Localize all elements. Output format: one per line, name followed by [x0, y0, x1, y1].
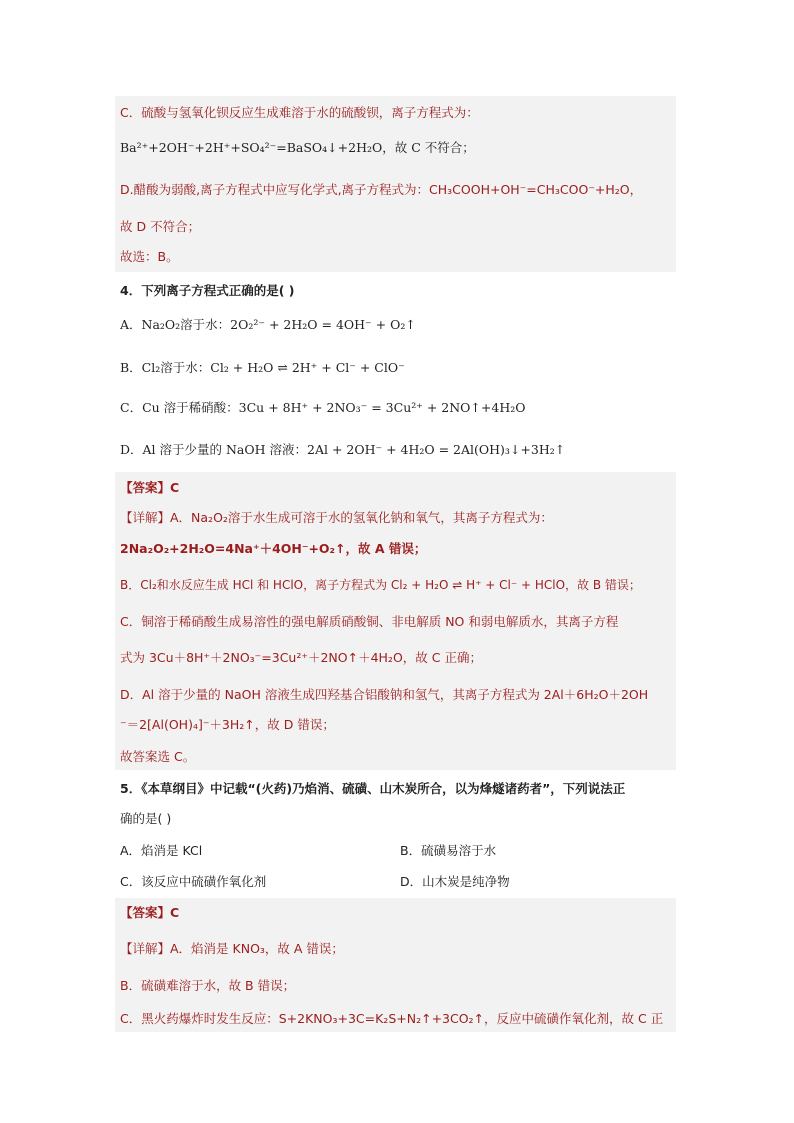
q3-option-d-end: 故 D 不符合；: [120, 219, 201, 234]
q5-option-c: C．该反应中硫磺作氧化剂: [120, 874, 267, 889]
q4-option-b: B．Cl₂溶于水：Cl₂ + H₂O ⇌ 2H⁺ + Cl⁻ + ClO⁻: [120, 360, 405, 375]
q4-option-d: D．Al 溶于少量的 NaOH 溶液：2Al + 2OH⁻ + 4H₂O = 2Al(OH)₃↓+3H₂↑: [120, 442, 566, 457]
q5-stem-line-1: 5．《本草纲目》中记载“(火药)乃焰消、硫磺、山木炭所合，以为烽燧诸药者”，下列说法正: [120, 781, 626, 796]
q3-choose: 故选：B。: [120, 249, 179, 264]
q5-option-d: D．山木炭是纯净物: [400, 874, 510, 889]
q5-stem-line-2: 确的是( ): [120, 811, 172, 826]
q5-explanation-2: B．硫磺难溶于水，故 B 错误；: [120, 978, 296, 993]
q4-explanation-6: D．Al 溶于少量的 NaOH 溶液生成四羟基合铝酸钠和氢气，其离子方程式为 2Al＋6H₂O＋2OH: [120, 687, 649, 702]
q4-option-c: C．Cu 溶于稀硝酸：3Cu + 8H⁺ + 2NO₃⁻ = 3Cu²⁺ + 2NO↑+4H₂O: [120, 400, 526, 415]
q4-explanation-1: 【详解】A．Na₂O₂溶于水生成可溶于水的氢氧化钠和氧气，其离子方程式为：: [120, 510, 553, 525]
q4-explanation-5: 式为 3Cu＋8H⁺＋2NO₃⁻=3Cu²⁺＋2NO↑＋4H₂O，故 C 正确；: [120, 650, 482, 665]
q5-explanation-3: C．黑火药爆炸时发生反应：S+2KNO₃+3C=K₂S+N₂↑+3CO₂↑，反应中硫磺作氧化剂，故 C 正: [120, 1011, 664, 1026]
q5-option-b: B．硫磺易溶于水: [400, 843, 497, 858]
q4-stem: 4．下列离子方程式正确的是( ): [120, 283, 295, 298]
q4-answer: 【答案】C: [120, 480, 180, 495]
q5-explanation-1: 【详解】A．焰消是 KNO₃，故 A 错误；: [120, 941, 344, 956]
q4-explanation-2: 2Na₂O₂+2H₂O=4Na⁺＋4OH⁻+O₂↑，故 A 错误；: [120, 541, 427, 556]
q3-option-c-text: C．硫酸与氢氧化钡反应生成难溶于水的硫酸钡，离子方程式为：: [120, 105, 479, 120]
q4-choose: 故答案选 C。: [120, 749, 196, 764]
q4-explanation-3: B．Cl₂和水反应生成 HCl 和 HClO，离子方程式为 Cl₂ + H₂O ⇌ H⁺ + Cl⁻ + HClO，故 B 错误；: [120, 578, 641, 592]
q3-option-d-text: D.醋酸为弱酸,离子方程式中应写化学式,离子方程式为：CH₃COOH+OH⁻=CH₃COO⁻+H₂O，: [120, 182, 643, 197]
q4-option-a: A．Na₂O₂溶于水：2O₂²⁻ + 2H₂O = 4OH⁻ + O₂↑: [120, 317, 416, 332]
q4-explanation-4: C．铜溶于稀硝酸生成易溶性的强电解质硝酸铜、非电解质 NO 和弱电解质水，其离子方程: [120, 614, 619, 629]
q3-option-c-equation: Ba²⁺+2OH⁻+2H⁺+SO₄²⁻=BaSO₄↓+2H₂O，故 C 不符合；: [120, 140, 475, 155]
q4-explanation-7: ⁻＝2[Al(OH)₄]⁻＋3H₂↑，故 D 错误；: [120, 717, 335, 732]
q5-option-a: A．焰消是 KCl: [120, 843, 203, 858]
q5-answer: 【答案】C: [120, 905, 180, 920]
